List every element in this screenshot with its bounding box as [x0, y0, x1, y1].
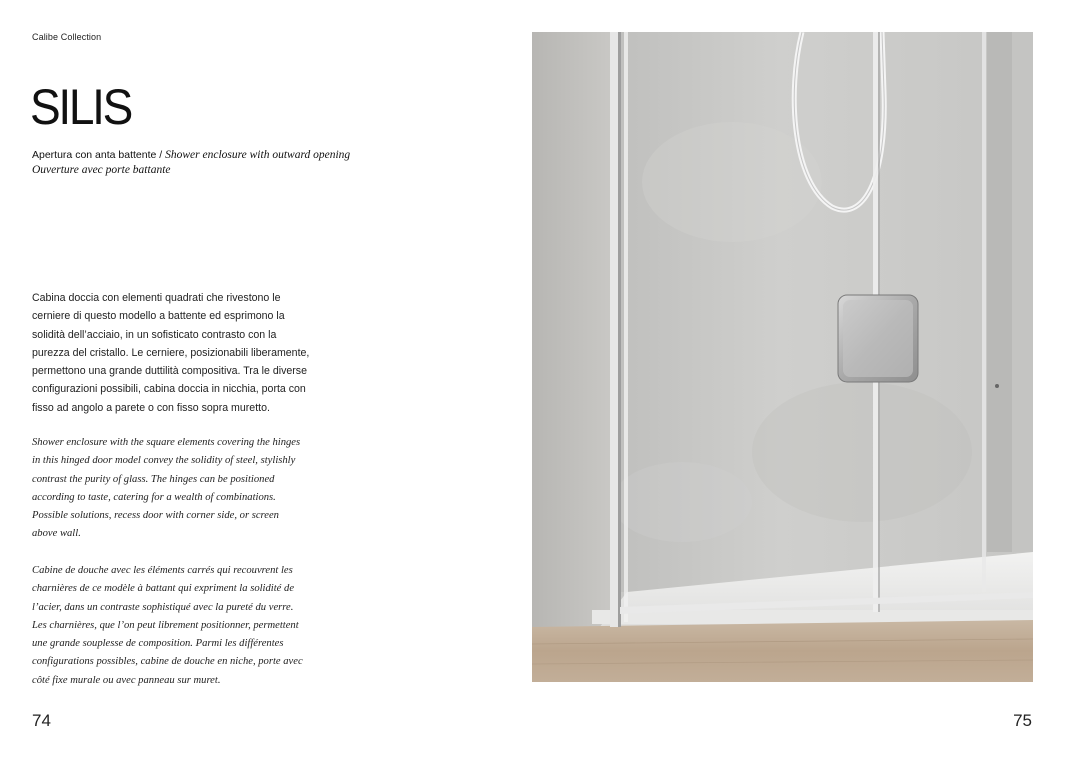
body-line: configurations possibles, cabine de douche en niche, porte avec [32, 656, 303, 668]
body-line: Cabina doccia con elementi quadrati che rivestono le [32, 292, 281, 304]
page-title: SILIS [30, 79, 132, 135]
body-line: permettono una grande duttilità compositiva. Tra le diverse [32, 365, 307, 378]
subtitle-french: Ouverture avec porte battante [32, 164, 171, 176]
body-line: côté fixe murale ou avec panneau sur muret. [32, 674, 221, 686]
body-line: configurazioni possibili, cabina doccia in nicchia, porta con [32, 383, 306, 396]
body-italian [32, 289, 332, 417]
body-line: cerniere di questo modello a battente ed esprimono la [32, 310, 285, 323]
body-line: in this hinged door model convey the solidity of steel, stylishly [32, 455, 296, 467]
collection-label: Calibe Collection [32, 32, 102, 42]
body-line: Les charnières, que l’on peut librement positionner, permettent [32, 619, 299, 631]
body-line: above wall. [32, 528, 81, 540]
body-line: Possible solutions, recess door with corner side, or screen [32, 510, 279, 522]
subtitle [32, 148, 392, 178]
body-line: l’acier, dans un contraste sophistiqué avec la pureté du verre. [32, 601, 294, 613]
body-line: according to taste, catering for a wealth of combinations. [32, 491, 276, 503]
page-number-left: 74 [32, 711, 51, 730]
page-number-right: 75 [1013, 711, 1032, 730]
subtitle-english: Shower enclosure with outward opening [165, 149, 351, 161]
body-line: fisso ad angolo a parete o con fisso sopra muretto. [32, 401, 270, 414]
body-line: Shower enclosure with the square elements covering the hinges [32, 437, 301, 448]
body-french [32, 562, 332, 690]
shower-enclosure-photo [532, 32, 1033, 682]
subtitle-italian: Apertura con anta battente / [32, 149, 163, 161]
body-line: contrast the purity of glass. The hinges can be positioned [32, 473, 275, 485]
body-line: purezza del cristallo. Le cerniere, posizionabili liberamente, [32, 346, 310, 359]
body-line: une grande souplesse de composition. Parmi les différentes [32, 638, 284, 650]
body-english [32, 434, 332, 544]
body-line: charnières de ce modèle à battant qui expriment la solidité de [32, 583, 295, 595]
body-line: solidità dell’acciaio, in un sofisticato contrasto con la [32, 328, 277, 341]
body-line: Cabine de douche avec les éléments carrés qui recouvrent les [32, 565, 293, 576]
